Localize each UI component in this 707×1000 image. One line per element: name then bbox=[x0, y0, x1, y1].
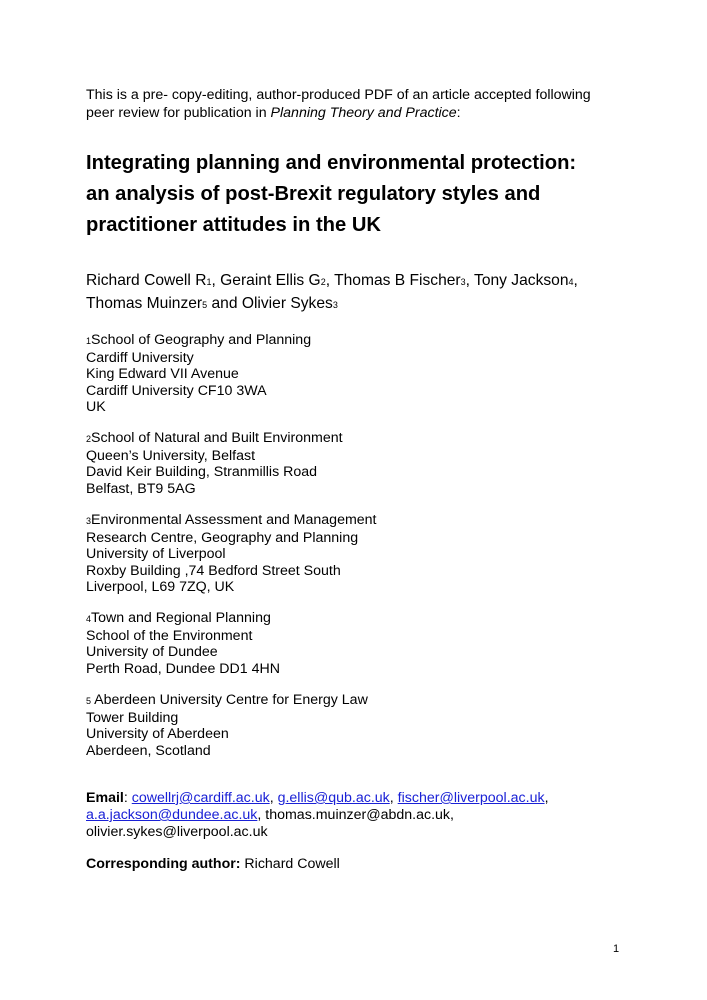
affiliation-line: David Keir Building, Stranmillis Road bbox=[86, 464, 318, 480]
notice-line-1: This is a pre- copy-editing, author-produced PDF of an article accepted following bbox=[86, 87, 591, 103]
email-separator: , bbox=[269, 790, 278, 806]
affiliation-text: School of Natural and Built Environment bbox=[91, 430, 343, 446]
email-section bbox=[86, 790, 646, 841]
email-link-fischer[interactable]: fischer@liverpool.ac.uk bbox=[397, 790, 545, 806]
author-name: Geraint Ellis G bbox=[220, 272, 321, 289]
author-affiliation-number: 3 bbox=[332, 300, 338, 310]
affiliation-line: Queen’s University, Belfast bbox=[86, 447, 256, 464]
affiliation-4 bbox=[86, 610, 646, 677]
email-label: Email bbox=[86, 790, 124, 806]
email-link-jackson[interactable]: a.a.jackson@dundee.ac.uk bbox=[86, 807, 258, 823]
affiliation-line: Aberdeen, Scotland bbox=[86, 742, 211, 759]
affiliation-text: Environmental Assessment and Management bbox=[91, 512, 377, 528]
email-colon: : bbox=[123, 790, 132, 806]
affiliation-line: Cardiff University bbox=[86, 349, 194, 366]
affiliation-line: Roxby Building ,74 Bedford Street South bbox=[86, 562, 341, 579]
author-name: Thomas Muinzer bbox=[86, 295, 203, 312]
affiliation-line: School of the Environment bbox=[86, 627, 253, 644]
affiliation-number: 2 bbox=[86, 434, 92, 444]
affiliation-line bbox=[86, 332, 646, 350]
affiliation-line: Research Centre, Geography and Planning bbox=[86, 529, 359, 546]
email-muinzer: thomas.muinzer@abdn.ac.uk, bbox=[265, 807, 454, 823]
affiliation-line: Perth Road, Dundee DD1 4HN bbox=[86, 660, 280, 677]
affiliation-number: 4 bbox=[86, 614, 92, 624]
author-separator: , bbox=[325, 272, 335, 289]
corresponding-author bbox=[86, 856, 646, 872]
author-name: Richard Cowell R bbox=[86, 272, 207, 289]
affiliation-text: School of Geography and Planning bbox=[91, 332, 312, 348]
affiliation-line: Liverpool, L69 7ZQ, UK bbox=[86, 579, 235, 595]
author-affiliation-number: 4 bbox=[568, 277, 574, 287]
authors-line-2 bbox=[86, 293, 646, 316]
author-name: Tony Jackson bbox=[474, 272, 569, 289]
affiliation-line: University of Liverpool bbox=[86, 546, 226, 562]
author-affiliation-number: 3 bbox=[460, 277, 466, 287]
notice-line-2 bbox=[86, 104, 646, 122]
email-separator: , bbox=[389, 790, 398, 806]
title-line-3: practitioner attitudes in the UK bbox=[86, 214, 381, 236]
author-name: Olivier Sykes bbox=[241, 295, 333, 312]
affiliation-number: 5 bbox=[86, 696, 92, 706]
page-number: 1 bbox=[613, 943, 620, 955]
corresponding-label: Corresponding author: bbox=[86, 856, 241, 872]
email-link-cowell[interactable]: cowellrj@cardiff.ac.uk bbox=[131, 790, 270, 806]
article-title bbox=[86, 148, 646, 241]
email-separator: , bbox=[257, 807, 266, 823]
email-link-ellis[interactable]: g.ellis@qub.ac.uk bbox=[277, 790, 390, 806]
affiliation-line bbox=[86, 610, 646, 628]
author-affiliation-number: 5 bbox=[202, 300, 208, 310]
affiliation-5 bbox=[86, 692, 646, 759]
title-line-2: an analysis of post-Brexit regulatory styles and bbox=[86, 183, 541, 205]
affiliation-line bbox=[86, 692, 646, 710]
affiliation-text: Town and Regional Planning bbox=[91, 610, 271, 626]
authors-line-1 bbox=[86, 270, 646, 293]
affiliation-1 bbox=[86, 332, 646, 416]
affiliation-line: University of Dundee bbox=[86, 644, 218, 660]
affiliation-line: Tower Building bbox=[86, 709, 179, 726]
affiliation-number: 3 bbox=[86, 516, 92, 526]
affiliation-line: Belfast, BT9 5AG bbox=[86, 480, 196, 497]
author-separator: , bbox=[573, 272, 578, 289]
affiliation-2 bbox=[86, 430, 646, 497]
title-line-1: Integrating planning and environmental protection: bbox=[86, 152, 577, 174]
email-separator: , bbox=[544, 790, 549, 806]
corresponding-name: Richard Cowell bbox=[240, 856, 340, 872]
affiliation-line bbox=[86, 430, 646, 448]
preprint-notice bbox=[86, 86, 646, 122]
affiliation-line: UK bbox=[86, 399, 106, 415]
affiliation-line: King Edward VII Avenue bbox=[86, 366, 239, 382]
affiliation-number: 1 bbox=[86, 336, 92, 346]
email-line-2 bbox=[86, 807, 646, 824]
affiliation-line: University of Aberdeen bbox=[86, 726, 229, 742]
author-separator: , bbox=[211, 272, 221, 289]
author-affiliation-number: 1 bbox=[206, 277, 212, 287]
affiliation-3 bbox=[86, 512, 646, 596]
journal-name: Planning Theory and Practice bbox=[270, 105, 457, 121]
affiliation-line bbox=[86, 512, 646, 530]
email-line-1 bbox=[86, 790, 646, 807]
author-list bbox=[86, 270, 646, 316]
affiliation-text: Aberdeen University Centre for Energy Law bbox=[91, 692, 368, 708]
author-name: Thomas B Fischer bbox=[334, 272, 461, 289]
author-separator: and bbox=[207, 295, 242, 312]
email-sykes: olivier.sykes@liverpool.ac.uk bbox=[86, 824, 268, 840]
notice-suffix: : bbox=[456, 105, 461, 121]
author-affiliation-number: 2 bbox=[320, 277, 326, 287]
notice-prefix: peer review for publication in bbox=[86, 105, 271, 121]
author-separator: , bbox=[465, 272, 475, 289]
affiliation-line: Cardiff University CF10 3WA bbox=[86, 382, 267, 399]
